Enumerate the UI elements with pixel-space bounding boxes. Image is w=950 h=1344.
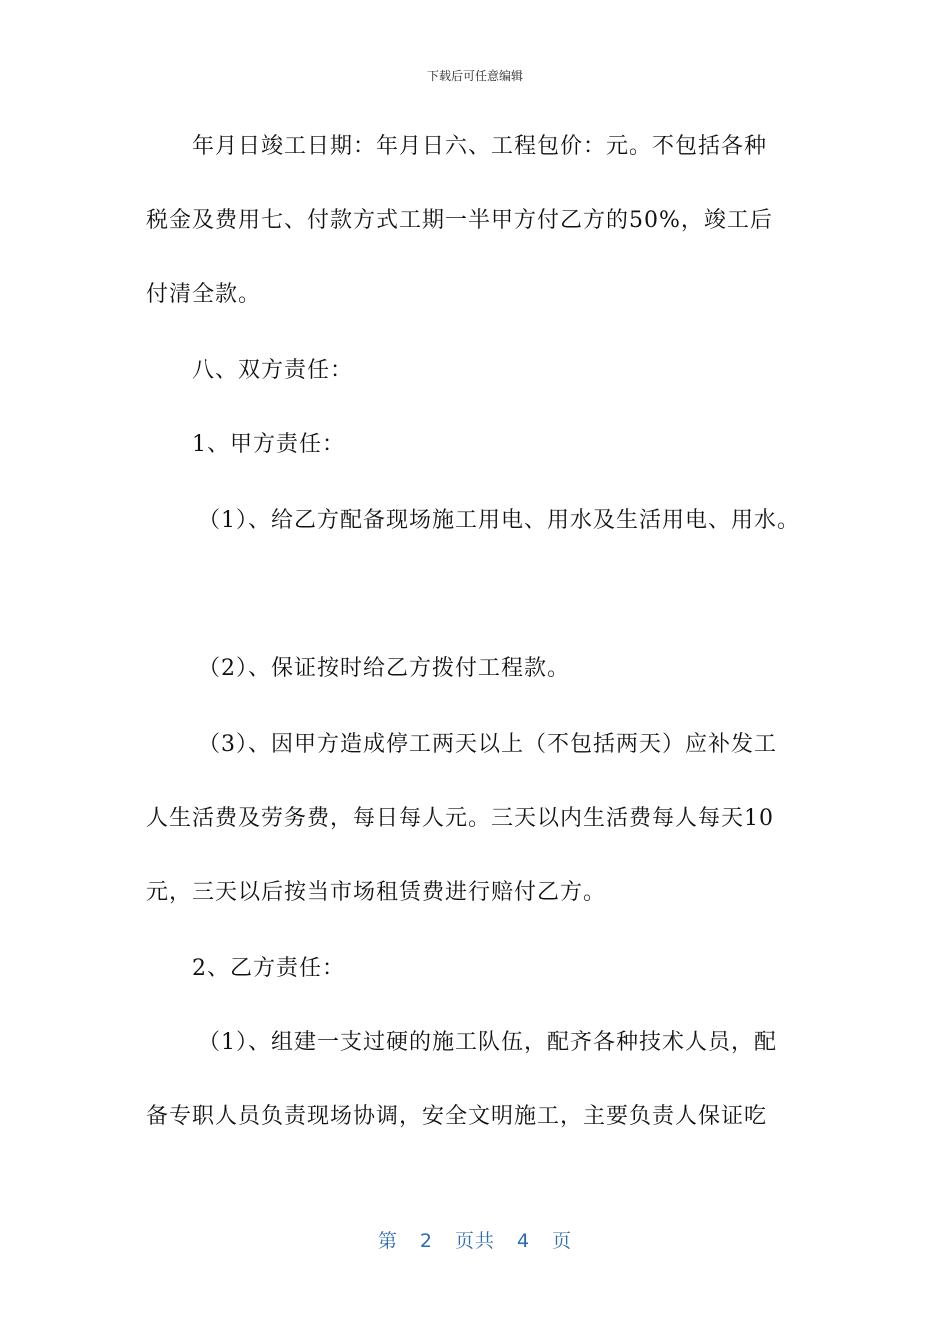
body-line-1: 年月日竣工日期：年月日六、工程包价：元。不包括各种 — [192, 134, 768, 159]
footer-mid: 页共 — [454, 1230, 495, 1252]
subheading-party-b: 2、乙方责任： — [192, 956, 345, 981]
body-line-b1-cont: 备专职人员负责现场协调，安全文明施工，主要负责人保证吃 — [146, 1104, 768, 1129]
footer-page-number: 2 — [419, 1230, 433, 1252]
body-line-a2: （2）、保证按时给乙方拨付工程款。 — [198, 656, 570, 681]
page-footer — [0, 1226, 950, 1253]
body-line-a3-cont-2: 元，三天以后按当市场租赁费进行赔付乙方。 — [146, 880, 607, 905]
footer-prefix: 第 — [377, 1230, 398, 1252]
footer-suffix: 页 — [552, 1230, 573, 1252]
body-line-b1: （1）、组建一支过硬的施工队伍，配齐各种技术人员，配 — [198, 1030, 777, 1055]
footer-total-pages: 4 — [517, 1230, 531, 1252]
header-note: 下载后可任意编辑 — [426, 69, 523, 83]
body-line-a3-cont-1: 人生活费及劳务费，每日每人元。三天以内生活费每人每天10 — [146, 806, 774, 831]
section-heading-responsibilities: 八、双方责任： — [192, 358, 354, 383]
body-line-a3: （3）、因甲方造成停工两天以上（不包括两天）应补发工 — [198, 732, 777, 757]
body-line-3: 付清全款。 — [146, 282, 262, 307]
body-line-2: 税金及费用七、付款方式工期一半甲方付乙方的50%，竣工后 — [146, 208, 773, 233]
subheading-party-a: 1、甲方责任： — [192, 432, 345, 457]
body-line-a1: （1）、给乙方配备现场施工用电、用水及生活用电、用水。 — [198, 508, 800, 533]
